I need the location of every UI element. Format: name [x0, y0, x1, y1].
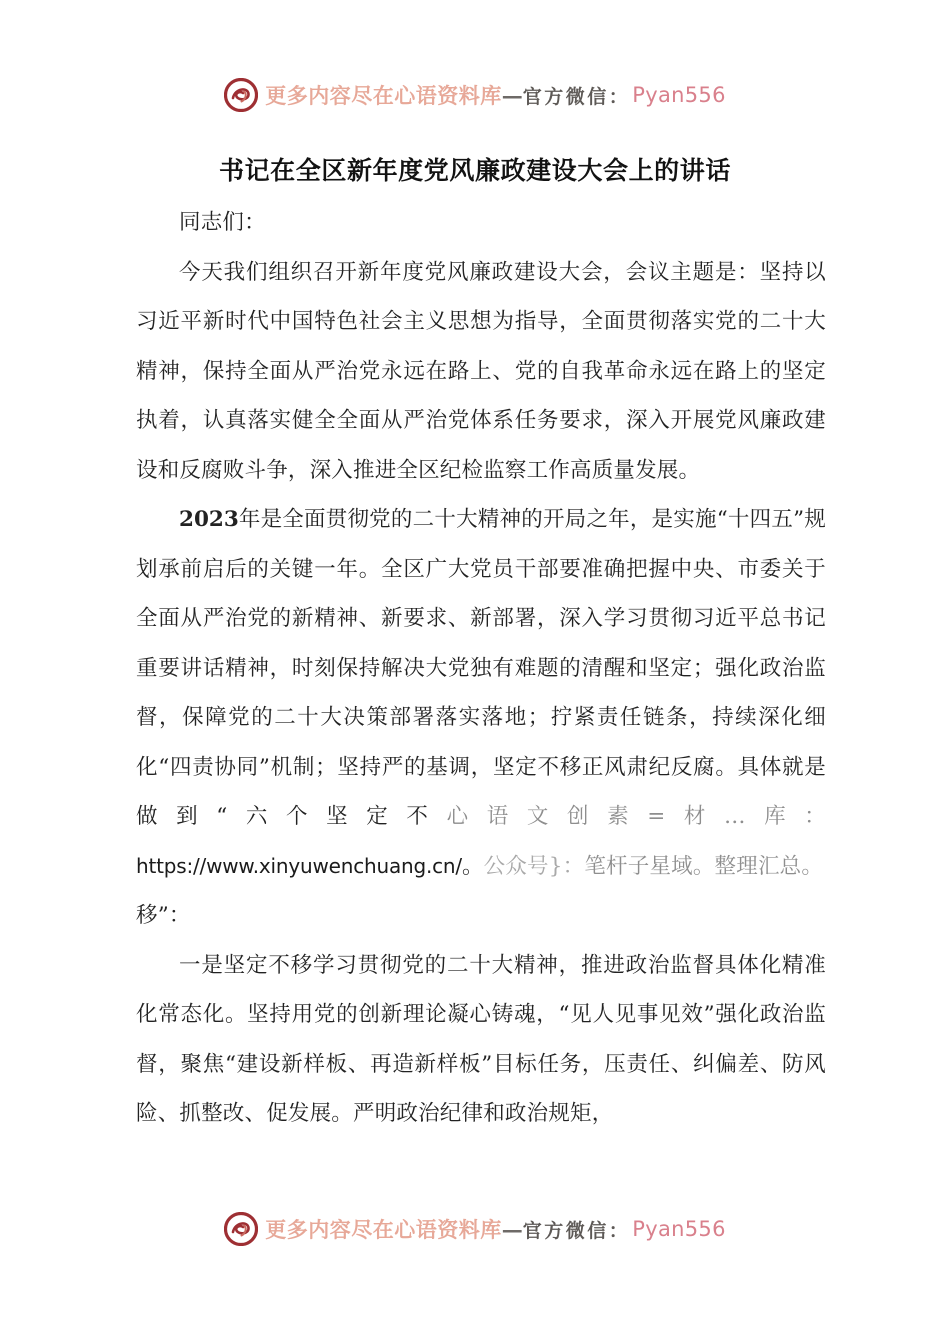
swirl-seal-logo-icon: [224, 78, 258, 112]
paragraph-2023-tail: 移”：: [136, 903, 191, 928]
paragraph-opening: 今天我们组织召开新年度党风廉政建设大会，会议主题是：坚持以习近平新时代中国特色社会主义思想为指导，全面贯彻落实党的二十大精神，保持全面从严治党永远在路上、党的自我革命永远在路上的坚定执着，认真落实健全全面从严治党体系任务要求，深入开展党风廉政建设和反腐败斗争，深入推进全区纪检监察工作高质量发展。: [136, 259, 826, 483]
document-body: [136, 198, 826, 1139]
year-number: 2023: [179, 507, 239, 532]
watermark-wechat-id: Pyan556: [632, 83, 726, 107]
injected-watermark-url[interactable]: https://www.xinyuwenchuang.cn/: [136, 853, 462, 878]
injected-watermark-fragment-a: 心语文创素=材…库：: [446, 804, 827, 829]
paragraph-point-one: 一是坚定不移学习贯彻党的二十大精神，推进政治监督具体化精准化常态化。坚持用党的创新理论凝心铸魂，“见人见事见效”强化政治监督，聚焦“建设新样板、再造新样板”目标任务，压责任、纠偏差、防风险、抓整改、促发展。严明政治纪律和政治规矩，: [136, 952, 826, 1126]
watermark-dash: —: [501, 82, 523, 108]
watermark-wechat-label: 官方微信：: [522, 85, 631, 108]
header-watermark: [0, 78, 950, 112]
watermark-site-name: 更多内容尽在心语资料库: [265, 83, 502, 108]
injected-watermark-fragment-d: 笔杆子星域。整理汇总。: [584, 853, 824, 879]
paragraph-2023: [136, 495, 826, 891]
injected-watermark-fragment-b: 。: [461, 853, 484, 879]
watermark-wechat-id: Pyan556: [632, 1217, 726, 1241]
swirl-seal-logo-icon: [224, 1212, 258, 1246]
footer-watermark: [0, 1212, 950, 1246]
watermark-site-name: 更多内容尽在心语资料库: [265, 1217, 502, 1242]
salutation: 同志们：: [179, 210, 266, 235]
watermark-wechat-label: 官方微信：: [522, 1219, 631, 1242]
page-title: 书记在全区新年度党风廉政建设大会上的讲话: [218, 156, 731, 185]
paragraph-2023-main: 年是全面贯彻党的二十大精神的开局之年，是实施“十四五”规划承前启后的关键一年。全区广大党员干部要准确把握中央、市委关于全面从严治党的新精神、新要求、新部署，深入学习贯彻习近平总书记重要讲话精神，时刻保持解决大党独有难题的清醒和坚定；强化政治监督，保障党的二十大决策部署落实落地；拧紧责任链条，持续深化细化“四责协同”机制；坚持严的基调，坚定不移正风肃纪反腐。具体就是做到“六个坚定不: [136, 507, 826, 829]
watermark-dash: —: [501, 1216, 523, 1242]
injected-watermark-fragment-c: 公众号}：: [483, 853, 585, 879]
